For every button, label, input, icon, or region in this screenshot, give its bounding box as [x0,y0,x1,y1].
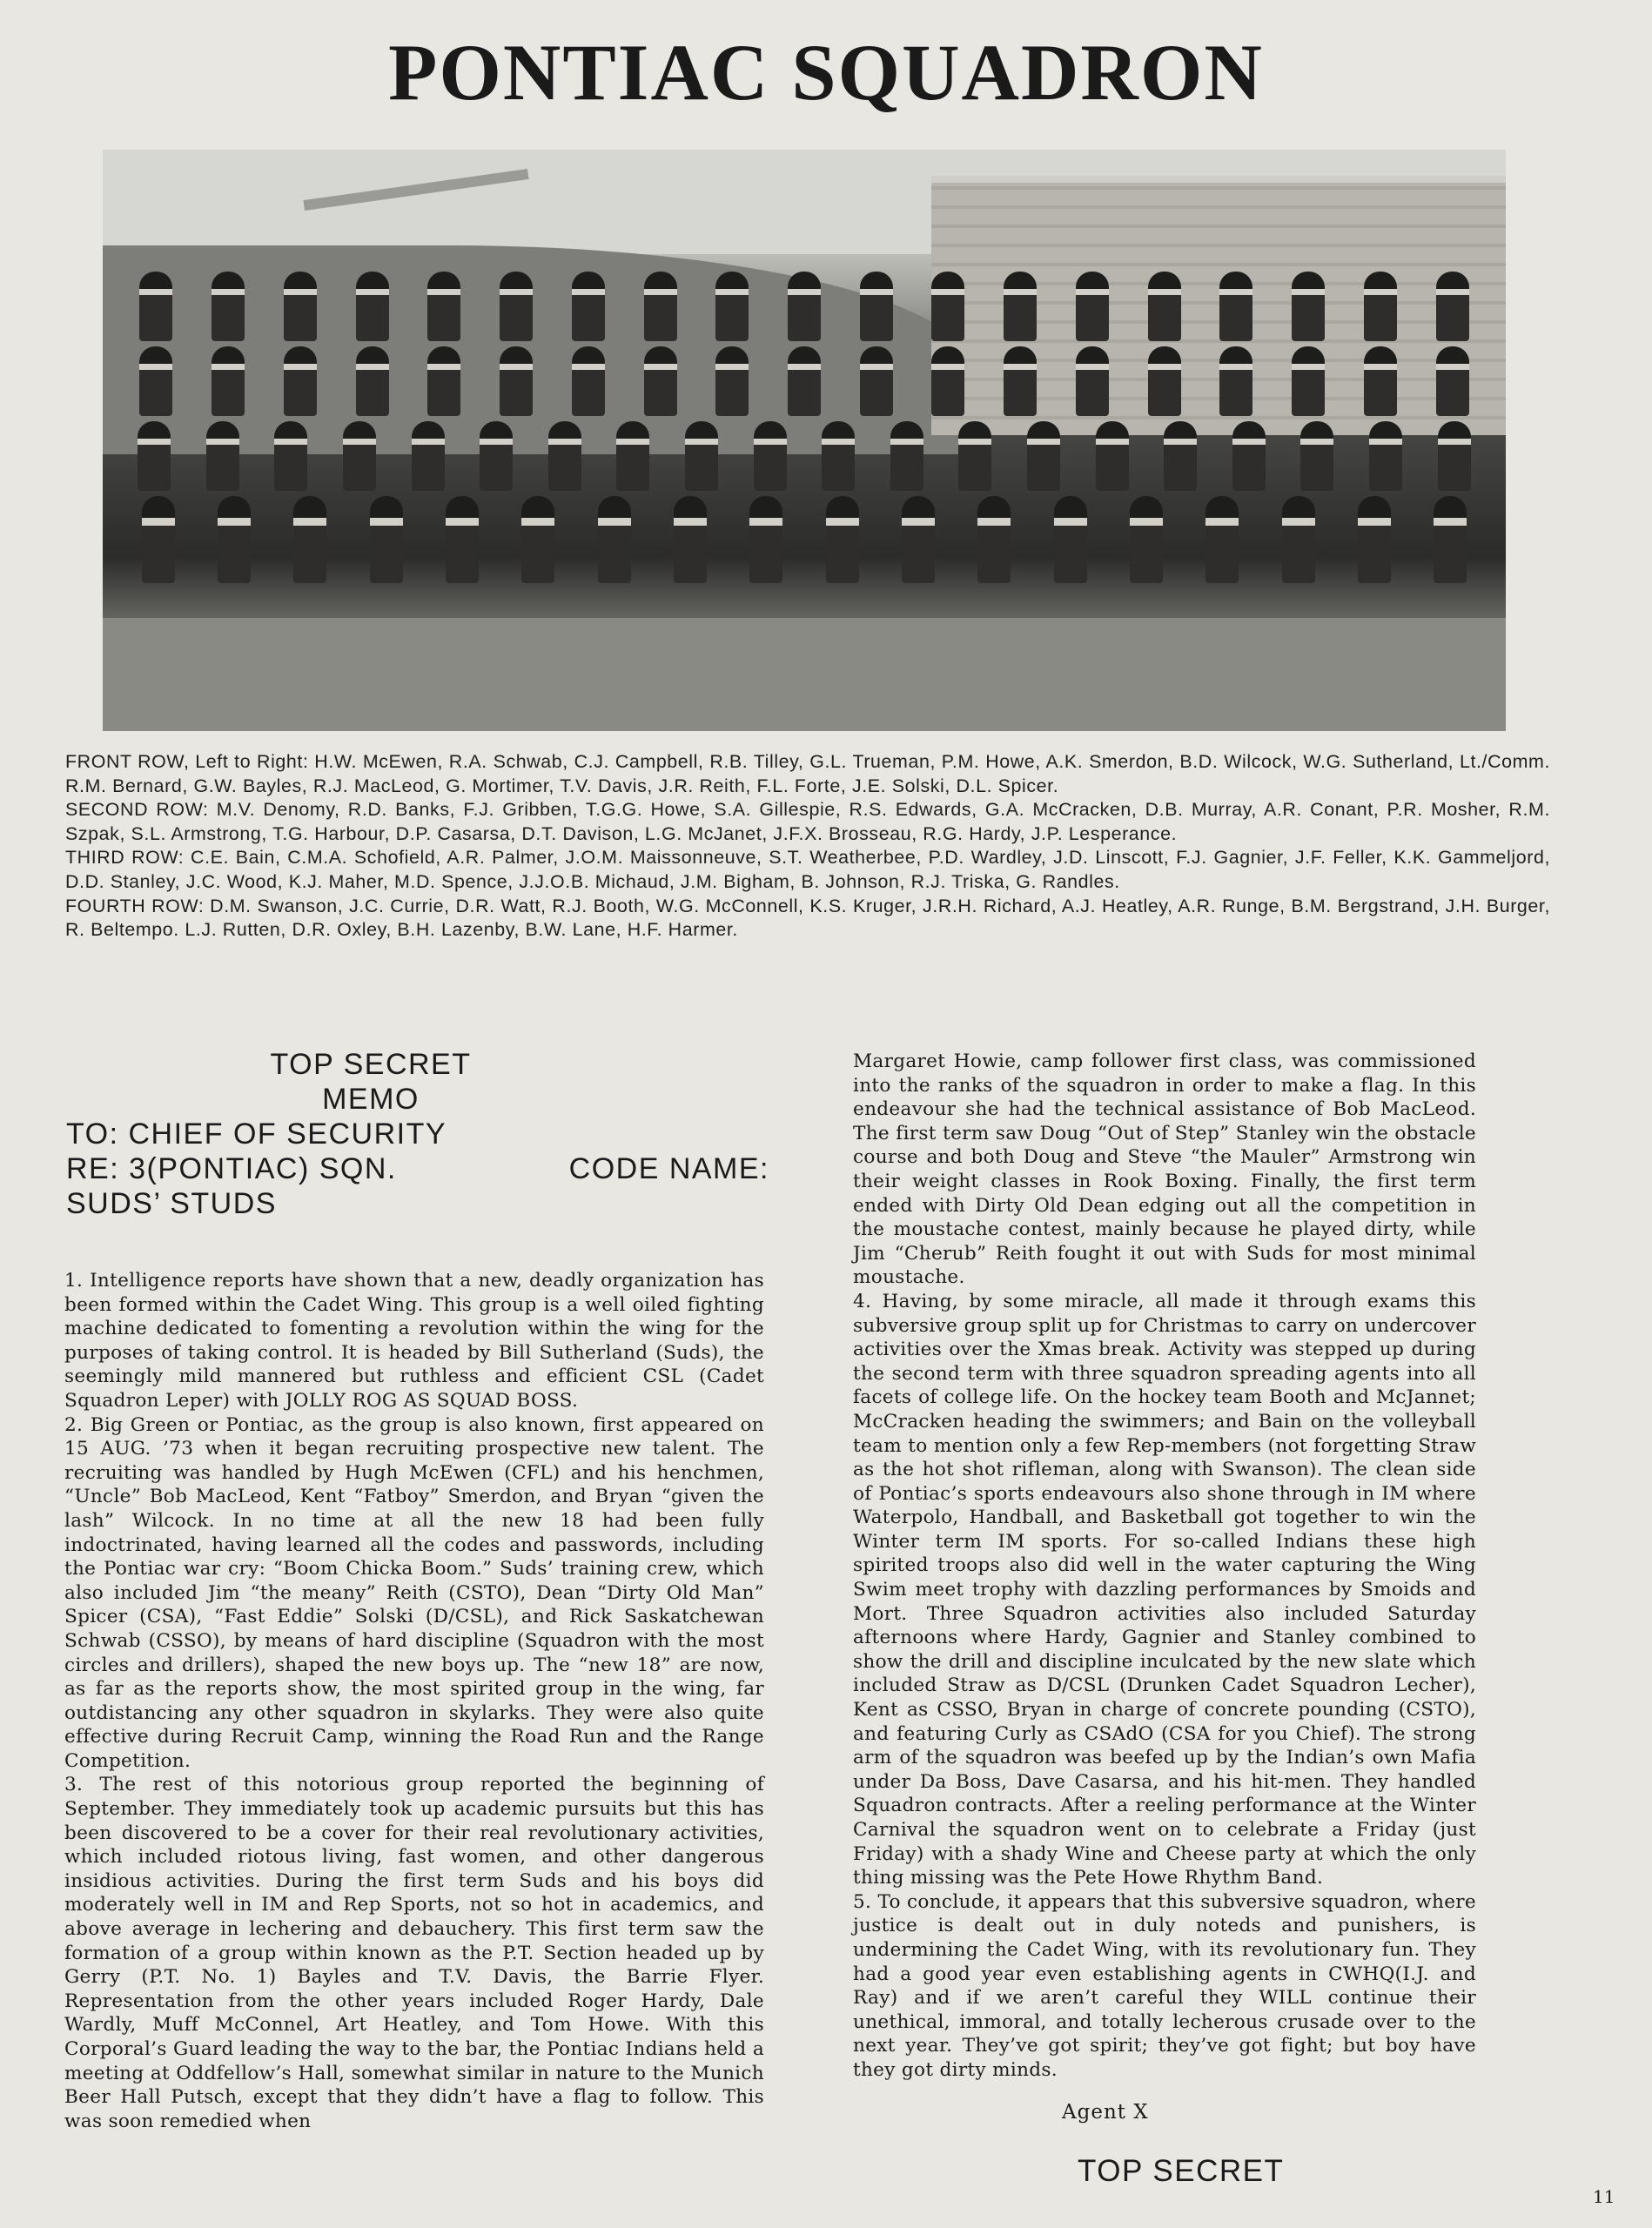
cadet-figure [480,421,513,491]
memo-re [66,1151,769,1186]
cadet-figure [977,496,1011,583]
cadet-figure [1434,496,1467,583]
cadet-figure [412,421,445,491]
cadet-figure [1436,346,1469,416]
cadet-figure [1076,272,1109,341]
cadet-figure [1292,346,1325,416]
cadet-figure [860,272,893,341]
cadet-figure [1232,421,1266,491]
cadet-figure [293,496,326,583]
page-number: 11 [1593,2186,1615,2207]
cadet-figure [749,496,782,583]
cadet-figure [754,421,787,491]
cadet-figure [1148,346,1181,416]
cadet-figure [1369,421,1402,491]
cadet-figure [788,346,821,416]
photo-row [120,496,1488,583]
cadet-figure [1358,496,1391,583]
cadet-figure [1364,272,1397,341]
cadet-figure [427,346,460,416]
cadet-figure [958,421,991,491]
caption-fourth-row: FOURTH ROW: D.M. Swanson, J.C. Currie, D.R. Watt, R.J. Booth, W.G. McConnell, K.S. Kruger, J.R.H. Richard, A.J. Heatley, A.R. Runge, B.M. Bergstrand, J.H. Burger, R. Beltempo. L.J. Rutten, D.R. Oxley, B.H. Lazenby, B.W. Lane, H.F. Harmer. [65,895,1550,941]
cadet-figure [139,346,172,416]
footer-top-secret: TOP SECRET [1078,2154,1285,2188]
cadet-figure [1096,421,1129,491]
cadet-figure [572,346,605,416]
cadet-figure [139,272,172,341]
squadron-group-photo [103,150,1506,731]
cadet-figure [715,346,749,416]
cadet-figure [931,346,964,416]
paragraph-5: 5. To conclude, it appears that this subversive squadron, where justice is dealt out in duly noteds and punishers, is undermining the Cadet Wing, with its revolutionary fun. They had a good year even establishing agents in CWHQ(I.J. and Ray) and if we aren’t careful they WILL continue their unethical, immoral, and totally lecherous crusade over to the next year. They’ve got spirit; they’ve got fight; but boy have they got dirty minds. [853,1890,1476,2081]
cadet-figure [616,421,649,491]
cadet-figure [212,272,245,341]
cadet-figure [521,496,554,583]
cadet-figure [284,346,317,416]
cadet-figure [284,272,317,341]
cadet-figure [1027,421,1060,491]
caption-second-row: SECOND ROW: M.V. Denomy, R.D. Banks, F.J. Gribben, T.G.G. Howe, S.A. Gillespie, R.S. Edwards, G.A. McCracken, D.B. Murray, A.R. Conant, P.R. Mosher, R.M. Szpak, S.L. Armstrong, T.G. Harbour, D.P. Casarsa, D.T. Davison, L.G. McJanet, J.F.X. Brosseau, R.G. Hardy, J.P. Lesperance. [65,799,1550,844]
cadet-figure [356,272,389,341]
cadet-figure [1076,346,1109,416]
paragraph-3-continued: Margaret Howie, camp follower first class, was commissioned into the ranks of the squadron in order to make a flag. In this endeavour she had the technical assistance of Bob MacLeod. The first term saw Doug “Out of Step” Stanley win the obstacle course and both Doug and Steve “the Mauler” Armstrong win their weight classes in Rook Boxing. Finally, the first term ended with Dirty Old Dean edging out all the competition in the moustache contest, mainly because he played dirty, while Jim “Cherub” Reith fought it out with Suds for most minimal moustache. [853,1050,1476,1289]
photo-row [120,272,1488,341]
cadet-figure [218,496,251,583]
cadet-figure [356,346,389,416]
cadet-figure [274,421,307,491]
memo-to: TO: CHIEF OF SECURITY [66,1117,447,1151]
cadet-figure [1130,496,1163,583]
paragraph-1: 1. Intelligence reports have shown that a new, deadly organization has been formed within the Cadet Wing. This group is a well oiled fighting machine dedicated to fomenting a revolution within the wing for the purposes of taking control. It is headed by Bill Sutherland (Suds), the seemingly mild mannered but ruthless and efficient CSL (Cadet Squadron Leper) with JOLLY ROG AS SQUAD BOSS. [64,1270,764,1412]
cadet-figure [826,496,859,583]
cadet-figure [212,346,245,416]
cadet-figure [427,272,460,341]
cadet-figure [500,272,533,341]
cadet-figure [715,272,749,341]
cadet-figure [1364,346,1397,416]
paragraph-3: 3. The rest of this notorious group reported the beginning of September. They immediately took up academic pursuits but this has been discovered to be a cover for their real revolutionary activities, which included riotous living, fast women, and other dangerous insidious activities. During the first term Suds and his boys did moderately well in IM and Rep Sports, not so hot in academics, and above average in lechering and debauchery. This first term saw the formation of a group within known as the P.T. Section headed up by Gerry (P.T. No. 1) Bayles and T.V. Davis, the Barrie Flyer. Representation from the other years included Roger Hardy, Dale Wardly, Muff McConnel, Art Heatley, and Tom Howe. With this Corporal’s Guard leading the way to the bar, the Pontiac Indians held a meeting at Oddfellow’s Hall, somewhat similar in nature to the Munich Beer Hall Putsch, except that they didn’t have a flag to follow. This was soon remedied when [64,1774,764,2132]
photo-row [120,421,1488,491]
cadet-figure [902,496,935,583]
cadet-figure [1438,421,1471,491]
cadet-figure [446,496,479,583]
cadet-figure [674,496,707,583]
cadet-figure [685,421,718,491]
memo-re-subject: RE: 3(PONTIAC) SQN. [66,1152,397,1185]
cadet-figure [548,421,581,491]
cadet-figure [370,496,403,583]
cadet-figure [138,421,171,491]
cadet-figure [788,272,821,341]
cadet-figure [598,496,631,583]
cadet-figure [1292,272,1325,341]
cadet-figure [1148,272,1181,341]
signature: Agent X [1062,2101,1149,2124]
cadet-figure [1219,346,1252,416]
photo-caption [65,750,1550,943]
memo-re-codename: CODE NAME: [568,1152,769,1185]
cadet-figure [1205,496,1239,583]
photo-row [120,346,1488,416]
paragraph-2: 2. Big Green or Pontiac, as the group is also known, first appeared on 15 AUG. ’73 when it began recruiting prospective new talent. The recruiting was handled by Hugh McEwen (CFL) and his henchmen, “Uncle” Bob MacLeod, Kent “Fatboy” Smerdon, and Bryan “given the lash” Wilcock. In no time at all the new 18 had been fully indoctrinated, having learned all the codes and passwords, including the Pontiac war cry: “Boom Chicka Boom.” Suds’ training crew, which also included Jim “the meany” Reith (CSTO), Dean “Dirty Old Man” Spicer (CSA), “Fast Eddie” Solski (D/CSL), and Rick Saskatchewan Schwab (CSSO), by means of hard discipline (Squadron with the most circles and drillers), shaped the new boys up. The “new 18” are now, as far as the reports show, the most spirited group in the wing, far outdistancing any other squadron in skylarks. They were also quite effective during Recruit Camp, winning the Road Run and the Range Competition. [64,1413,764,1772]
cadet-figure [931,272,964,341]
article-right-column [853,1050,1476,2083]
cadet-figure [890,421,923,491]
caption-front-row: FRONT ROW, Left to Right: H.W. McEwen, R.A. Schwab, C.J. Campbell, R.B. Tilley, G.L. Trueman, P.M. Howe, A.K. Smerdon, B.D. Wilcock, W.G. Sutherland, Lt./Comm. R.M. Bernard, G.W. Bayles, R.J. MacLeod, G. Mortimer, T.V. Davis, J.R. Reith, F.L. Forte, J.E. Solski, D.L. Spicer. [65,751,1550,796]
cadet-figure [822,421,855,491]
cadet-figure [343,421,376,491]
cadet-figure [1300,421,1333,491]
paragraph-4: 4. Having, by some miracle, all made it through exams this subversive group split up for Christmas to carry on undercover activities over the Xmas break. Activity was stepped up during the second term with three squadron spreading agents into all facets of college life. On the hockey team Booth and McJannet; McCracken heading the swimmers; and Bain on the volleyball team to mention only a few Rep-members (not forgetting Straw as the hot shot rifleman, along with Swanson). The clean side of Pontiac’s sports endeavours also shone through in IM where Waterpolo, Handball, and Basketball got together to win the Winter term IM sports. For so-called Indians these high spirited troops also did well in the water capturing the Wing Swim meet trophy with dazzling performances by Smoids and Mort. Three Squadron activities also included Saturday afternoons where Hardy, Gagnier and Stanley combined to show the drill and discipline inculcated by the new slate which included Straw as D/CSL (Drunken Cadet Squadron Lecher), Kent as CSSO, Bryan in charge of concrete pounding (CSTO), and featuring Curly as CSAdO (CSA for you Chief). The strong arm of the squadron was beefed up by the Indian’s own Mafia under Da Boss, Dave Casarsa, and his hit-men. They handled Squadron contracts. After a reeling performance at the Winter Carnival the squadron went on to celebrate a Friday (just Friday) with a shady Wine and Cheese party at which the only thing missing was the Pete Howe Rhythm Band. [853,1290,1476,1889]
cadet-figure [1436,272,1469,341]
cadet-figure [860,346,893,416]
memo-top-secret: TOP SECRET [270,1048,472,1081]
cadet-figure [1164,421,1197,491]
cadet-figure [1219,272,1252,341]
memo-header [66,1047,769,1221]
cadet-figure [206,421,239,491]
cadet-figure [644,346,677,416]
page-title: PONTIAC SQUADRON [388,28,1264,117]
cadet-figure [644,272,677,341]
memo-label: MEMO [322,1083,420,1116]
memo-codename: SUDS’ STUDS [66,1187,277,1220]
cadet-figure [500,346,533,416]
article-left-column [64,1269,764,2133]
cadet-figure [1282,496,1315,583]
cadet-figure [1004,346,1037,416]
cadet-figure [1004,272,1037,341]
cadet-figure [572,272,605,341]
caption-third-row: THIRD ROW: C.E. Bain, C.M.A. Schofield, A.R. Palmer, J.O.M. Maissonneuve, S.T. Weatherbee, P.D. Wardley, J.D. Linscott, F.J. Gagnier, J.F. Feller, K.K. Gammeljord, D.D. Stanley, J.C. Wood, K.J. Maher, M.D. Spence, J.J.O.B. Michaud, J.M. Bigham, B. Johnson, R.J. Triska, G. Randles. [65,847,1550,892]
cadet-figure [142,496,175,583]
cadet-figure [1054,496,1087,583]
